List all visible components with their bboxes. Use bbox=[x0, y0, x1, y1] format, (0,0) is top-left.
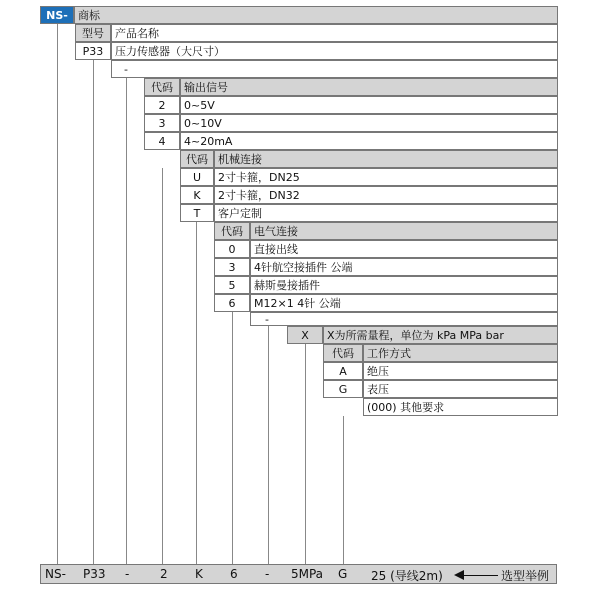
electrical-option-code: 0 bbox=[214, 240, 250, 258]
connector-line bbox=[93, 60, 94, 564]
electrical-title: 电气连接 bbox=[250, 222, 558, 240]
work-mode-title: 工作方式 bbox=[363, 344, 558, 362]
connector-line bbox=[196, 222, 197, 564]
electrical-code-label: 代码 bbox=[214, 222, 250, 240]
mechanical-option-code: K bbox=[180, 186, 214, 204]
electrical-option-code: 3 bbox=[214, 258, 250, 276]
connector-line bbox=[268, 326, 269, 564]
connector-line bbox=[57, 24, 58, 564]
electrical-option-label: 直接出线 bbox=[250, 240, 558, 258]
electrical-option-label: 赫斯曼接插件 bbox=[250, 276, 558, 294]
mechanical-option-label: 2寸卡箍，DN32 bbox=[214, 186, 558, 204]
connector-line bbox=[343, 416, 344, 564]
example-part: 2 bbox=[160, 567, 168, 581]
output-option-code: 4 bbox=[144, 132, 180, 150]
work-mode-option-label: 绝压 bbox=[363, 362, 558, 380]
output-option-label: 0~5V bbox=[180, 96, 558, 114]
electrical-option-label: M12×1 4针 公端 bbox=[250, 294, 558, 312]
example-part: - bbox=[125, 567, 130, 581]
output-signal-title: 输出信号 bbox=[180, 78, 558, 96]
arrow-shaft bbox=[462, 575, 498, 576]
mechanical-option-code: U bbox=[180, 168, 214, 186]
work-mode-option-code: A bbox=[323, 362, 363, 380]
separator-dash: - bbox=[250, 312, 558, 326]
connector-line bbox=[162, 168, 163, 564]
work-mode-code-label: 代码 bbox=[323, 344, 363, 362]
mechanical-option-label: 客户定制 bbox=[214, 204, 558, 222]
mechanical-title: 机械连接 bbox=[214, 150, 558, 168]
example-part: K bbox=[195, 567, 203, 581]
work-mode-option-label: 表压 bbox=[363, 380, 558, 398]
product-name-label: 产品名称 bbox=[111, 24, 558, 42]
example-part: NS- bbox=[45, 567, 66, 581]
other-requirements: (000) 其他要求 bbox=[363, 398, 558, 416]
output-option-code: 2 bbox=[144, 96, 180, 114]
connector-line bbox=[232, 312, 233, 564]
model-code: P33 bbox=[75, 42, 111, 60]
mechanical-option-code: T bbox=[180, 204, 214, 222]
example-caption: 选型举例 bbox=[501, 569, 550, 583]
output-code-label: 代码 bbox=[144, 78, 180, 96]
example-part: 5MPa bbox=[291, 567, 324, 581]
brand-title: 商标 bbox=[74, 6, 558, 24]
example-part: P33 bbox=[83, 567, 106, 581]
electrical-option-code: 6 bbox=[214, 294, 250, 312]
example-part: 25 (导线2m) bbox=[371, 569, 443, 583]
selection-example-row bbox=[40, 564, 557, 584]
electrical-option-code: 5 bbox=[214, 276, 250, 294]
mechanical-code-label: 代码 bbox=[180, 150, 214, 168]
connector-line bbox=[305, 344, 306, 564]
range-label: X为所需量程，单位为 kPa MPa bar bbox=[323, 326, 558, 344]
output-option-code: 3 bbox=[144, 114, 180, 132]
output-option-label: 0~10V bbox=[180, 114, 558, 132]
mechanical-option-label: 2寸卡箍，DN25 bbox=[214, 168, 558, 186]
work-mode-option-code: G bbox=[323, 380, 363, 398]
model-code-label: 型号 bbox=[75, 24, 111, 42]
connector-line bbox=[126, 78, 127, 564]
output-option-label: 4~20mA bbox=[180, 132, 558, 150]
range-code: X bbox=[287, 326, 323, 344]
example-part: 6 bbox=[230, 567, 238, 581]
example-part: - bbox=[265, 567, 270, 581]
product-name: 压力传感器（大尺寸） bbox=[111, 42, 558, 60]
example-part: G bbox=[338, 567, 348, 581]
brand-prefix: NS- bbox=[40, 6, 74, 24]
electrical-option-label: 4针航空接插件 公端 bbox=[250, 258, 558, 276]
separator-dash: - bbox=[111, 60, 558, 78]
